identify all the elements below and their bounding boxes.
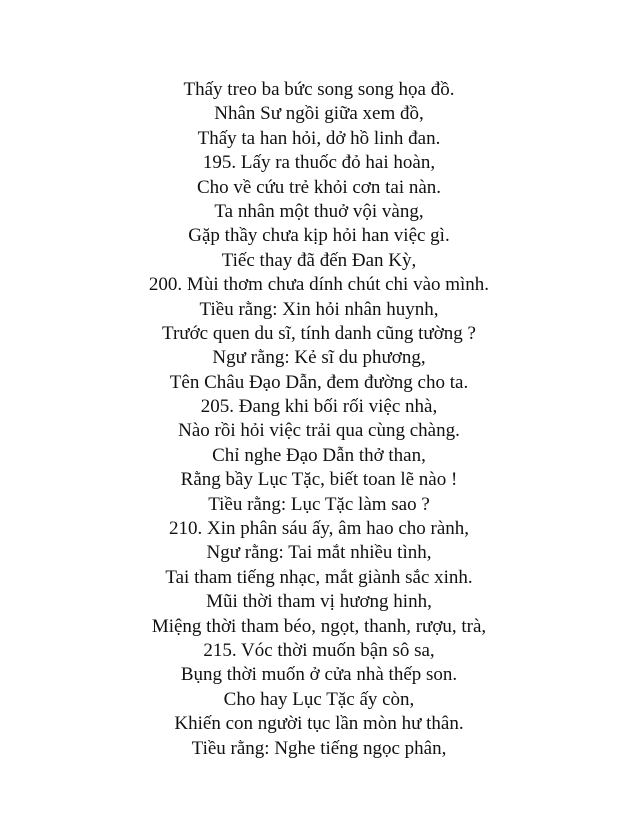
poem-line: Mũi thời tham vị hương hinh,	[206, 591, 432, 613]
poem-line: Rằng bầy Lục Tặc, biết toan lẽ nào !	[180, 469, 458, 491]
poem-line: Nào rồi hỏi việc trải qua cùng chàng.	[178, 420, 460, 442]
poem-line: 195. Lấy ra thuốc đỏ hai hoàn,	[202, 152, 436, 174]
poem-line: Tiều rằng: Nghe tiếng ngọc phân,	[191, 737, 447, 759]
poem-line: Tiều rằng: Xin hỏi nhân huynh,	[199, 298, 439, 320]
poem-line: Gặp thầy chưa kịp hỏi han việc gì.	[188, 225, 450, 247]
poem-line: Khiến con người tục lần mòn hư thân.	[174, 713, 464, 735]
poem-line: Chỉ nghe Đạo Dẫn thở than,	[212, 444, 426, 466]
poem-line: Miệng thời tham béo, ngọt, thanh, rượu, trà,	[151, 615, 487, 637]
poem-line: 205. Đang khi bối rối việc nhà,	[200, 396, 438, 418]
poem-line: Thấy ta han hỏi, dở hồ linh đan.	[197, 127, 441, 149]
poem-line: 210. Xin phân sáu ấy, âm hao cho rành,	[168, 518, 470, 540]
poem-line: Tiếc thay đã đến Đan Kỳ,	[221, 249, 417, 271]
poem-line: 200. Mùi thơm chưa dính chút chi vào mình.	[148, 274, 490, 296]
poem-line: 215. Vóc thời muốn bận sô sa,	[203, 639, 435, 661]
poem-line: Cho về cứu trẻ khỏi cơn tai nàn.	[196, 176, 442, 198]
poem-line: Bụng thời muốn ở cửa nhà thếp son.	[180, 664, 458, 686]
poem-line: Tiều rằng: Lục Tặc làm sao ?	[208, 493, 430, 515]
poem-line: Ngư rằng: Kẻ sĩ du phương,	[212, 347, 426, 369]
poem-line: Ta nhân một thuở vội vàng,	[214, 200, 424, 222]
poem-line: Cho hay Lục Tặc ấy còn,	[223, 688, 415, 710]
poem-line: Trước quen du sĩ, tính danh cũng tường ?	[162, 322, 476, 344]
poem-line: Tai tham tiếng nhạc, mắt giành sắc xinh.	[165, 566, 473, 588]
poem-line: Tên Châu Đạo Dẫn, đem đường cho ta.	[169, 371, 469, 393]
poem-text	[0, 78, 638, 761]
poem-line: Ngư rằng: Tai mắt nhiều tình,	[206, 542, 432, 564]
poem-line: Thấy treo ba bức song song họa đồ.	[183, 79, 455, 100]
poem-line: Nhân Sư ngồi giữa xem đồ,	[214, 103, 424, 125]
